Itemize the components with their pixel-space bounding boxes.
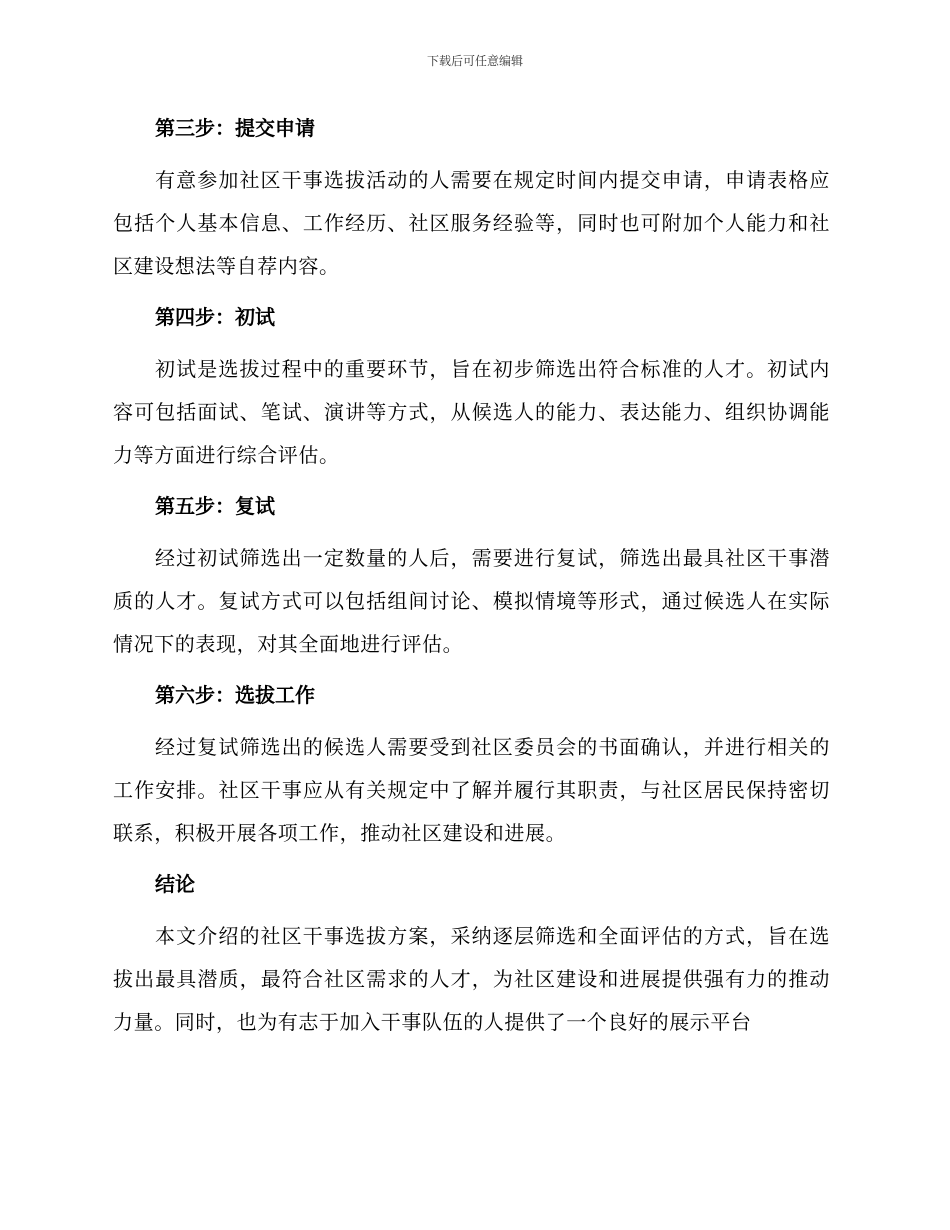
document-body (113, 110, 830, 1055)
section-paragraph: 经过初试筛选出一定数量的人后，需要进行复试，筛选出最具社区干事潜质的人才。复试方式可以包括组间讨论、模拟情境等形式，通过候选人在实际情况下的表现，对其全面地进行评估。 (113, 546, 830, 656)
section-paragraph: 初试是选拔过程中的重要环节，旨在初步筛选出符合标准的人才。初试内容可包括面试、笔试、演讲等方式，从候选人的能力、表达能力、组织协调能力等方面进行综合评估。 (113, 357, 830, 467)
section-heading: 第三步：提交申请 (155, 116, 315, 140)
section-heading: 第四步：初试 (155, 305, 275, 329)
section-heading: 第六步：选拔工作 (155, 683, 315, 707)
section-heading: 第五步：复试 (155, 494, 275, 518)
section-paragraph: 经过复试筛选出的候选人需要受到社区委员会的书面确认，并进行相关的工作安排。社区干事应从有关规定中了解并履行其职责，与社区居民保持密切联系，积极开展各项工作，推动社区建设和进展。 (113, 735, 830, 845)
section-step-3 (113, 110, 830, 288)
page-header: 下载后可任意编辑 (426, 54, 523, 68)
section-conclusion (113, 866, 830, 1044)
section-step-5 (113, 488, 830, 666)
section-step-4 (113, 299, 830, 477)
section-step-6 (113, 677, 830, 855)
section-paragraph: 本文介绍的社区干事选拔方案，采纳逐层筛选和全面评估的方式，旨在选拔出最具潜质，最符合社区需求的人才，为社区建设和进展提供强有力的推动力量。同时，也为有志于加入干事队伍的人提供了一个良好的展示平台 (113, 924, 830, 1034)
section-heading: 结论 (155, 872, 195, 896)
section-paragraph: 有意参加社区干事选拔活动的人需要在规定时间内提交申请，申请表格应包括个人基本信息、工作经历、社区服务经验等，同时也可附加个人能力和社区建设想法等自荐内容。 (113, 168, 830, 278)
